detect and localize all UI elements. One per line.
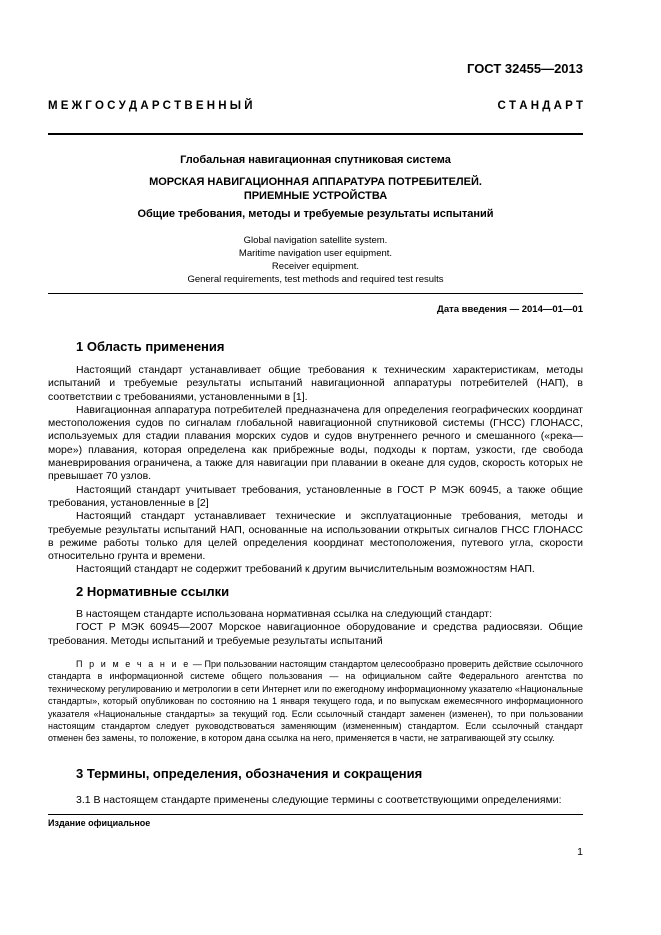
paragraph: Навигационная аппаратура потребителей предназначена для определения географических координат местоположения судов по сигналам глобальной навигационной спутниковой системы (ГНСС) ГЛОНАСС, используемых для стадии плавания морских судов и судов внутреннего речного и смешанного («река—море») плавания, которая определена как прибрежные воды, подходы к портам, узкости, где свобода маневрирования ограничена, а также для навигации при плавании в океане для судов, скорость которых не превышает 70 узлов. xyxy=(48,403,583,483)
banner-word-interstate: М Е Ж Г О С У Д А Р С Т В Е Н Н Ы Й xyxy=(48,100,253,112)
section-2-heading: 2 Нормативные ссылки xyxy=(76,584,230,599)
english-title-line: Global navigation satellite system. xyxy=(243,235,388,246)
paragraph: Настоящий стандарт устанавливает технические и эксплуатационные требования, методы и требуемые результаты испытаний НАП, основанные на использовании открытых сигналов ГНСС ГЛОНАСС в режиме работы только для целей определения координат местоположения, путевого угла, скорости относительно грунта и времени. xyxy=(48,510,583,563)
standard-number: ГОСТ 32455—2013 xyxy=(467,61,583,76)
section-3-body xyxy=(48,794,583,807)
paragraph: ГОСТ Р МЭК 60945—2007 Морское навигационное оборудование и средства радиосвязи. Общие требования. Методы испытаний и требуемые результаты испытаний xyxy=(48,621,583,647)
title-sub: ПРИЕМНЫЕ УСТРОЙСТВА xyxy=(243,190,388,202)
paragraph: Настоящий стандарт не содержит требований к другим вычислительным возможностям НАП. xyxy=(76,563,535,576)
section-2-body xyxy=(48,608,583,648)
english-title-line: Receiver equipment. xyxy=(271,261,360,272)
note-text: — При пользовании настоящим стандартом целесообразно проверить действие ссылочного стандарта в информационной системе общего пользования — на официальном сайте Федерального агентства по техническому регулированию и метрологии в сети Интернет или по ежегодному информационному указателю «Национальные стандарты», который опубликован по состоянию на 1 января текущего года, и по выпускам ежемесячного информационного указателя «Национальные стандарты» за текущий год. Если ссылочный стандарт заменен (изменен), то при пользовании настоящим стандартом следует руководствоваться заменяющим (измененным) стандартом. Если ссылочный стандарт отменен без замены, то положение, в котором дана ссылка на него, применяется в части, не затрагивающей эту ссылку. xyxy=(48,659,583,744)
interstate-standard-banner xyxy=(48,100,583,112)
title-divider xyxy=(48,293,583,294)
note-label: П р и м е ч а н и е xyxy=(76,659,191,669)
title-main: МОРСКАЯ НАВИГАЦИОННАЯ АППАРАТУРА ПОТРЕБИТЕЛЕЙ. xyxy=(149,176,482,188)
paragraph: Настоящий стандарт устанавливает общие требования к техническим характеристикам, методы испытаний и требуемые результаты испытаний навигационной аппаратуры потребителей (НАП), в соответствии с требованиями, установленными в [1]. xyxy=(48,364,583,403)
page-number: 1 xyxy=(577,846,583,858)
english-title-line: General requirements, test methods and required test results xyxy=(187,274,444,285)
paragraph: 3.1 В настоящем стандарте применены следующие термины с соответствующими определениями: xyxy=(76,794,562,806)
header-divider xyxy=(48,133,583,135)
note-block xyxy=(48,658,583,745)
footer-divider xyxy=(48,814,583,815)
english-title xyxy=(48,234,583,286)
title-block xyxy=(48,154,583,286)
section-1-body xyxy=(48,364,583,577)
section-1-heading: 1 Область применения xyxy=(76,339,225,354)
official-edition-label: Издание официальное xyxy=(48,818,151,828)
introduction-date: Дата введения — 2014—01—01 xyxy=(437,304,583,315)
paragraph: В настоящем стандарте использована нормативная ссылка на следующий стандарт: xyxy=(76,608,493,620)
banner-word-standard: С Т А Н Д А Р Т xyxy=(497,100,583,112)
paragraph: Настоящий стандарт учитывает требования, установленные в ГОСТ Р МЭК 60945, а также общие требования, установленные в [2] xyxy=(48,483,583,509)
section-3-heading: 3 Термины, определения, обозначения и сокращения xyxy=(76,766,423,781)
english-title-line: Maritime navigation user equipment. xyxy=(238,248,393,259)
title-system: Глобальная навигационная спутниковая система xyxy=(180,154,451,166)
title-subject: Общие требования, методы и требуемые результаты испытаний xyxy=(137,208,494,220)
